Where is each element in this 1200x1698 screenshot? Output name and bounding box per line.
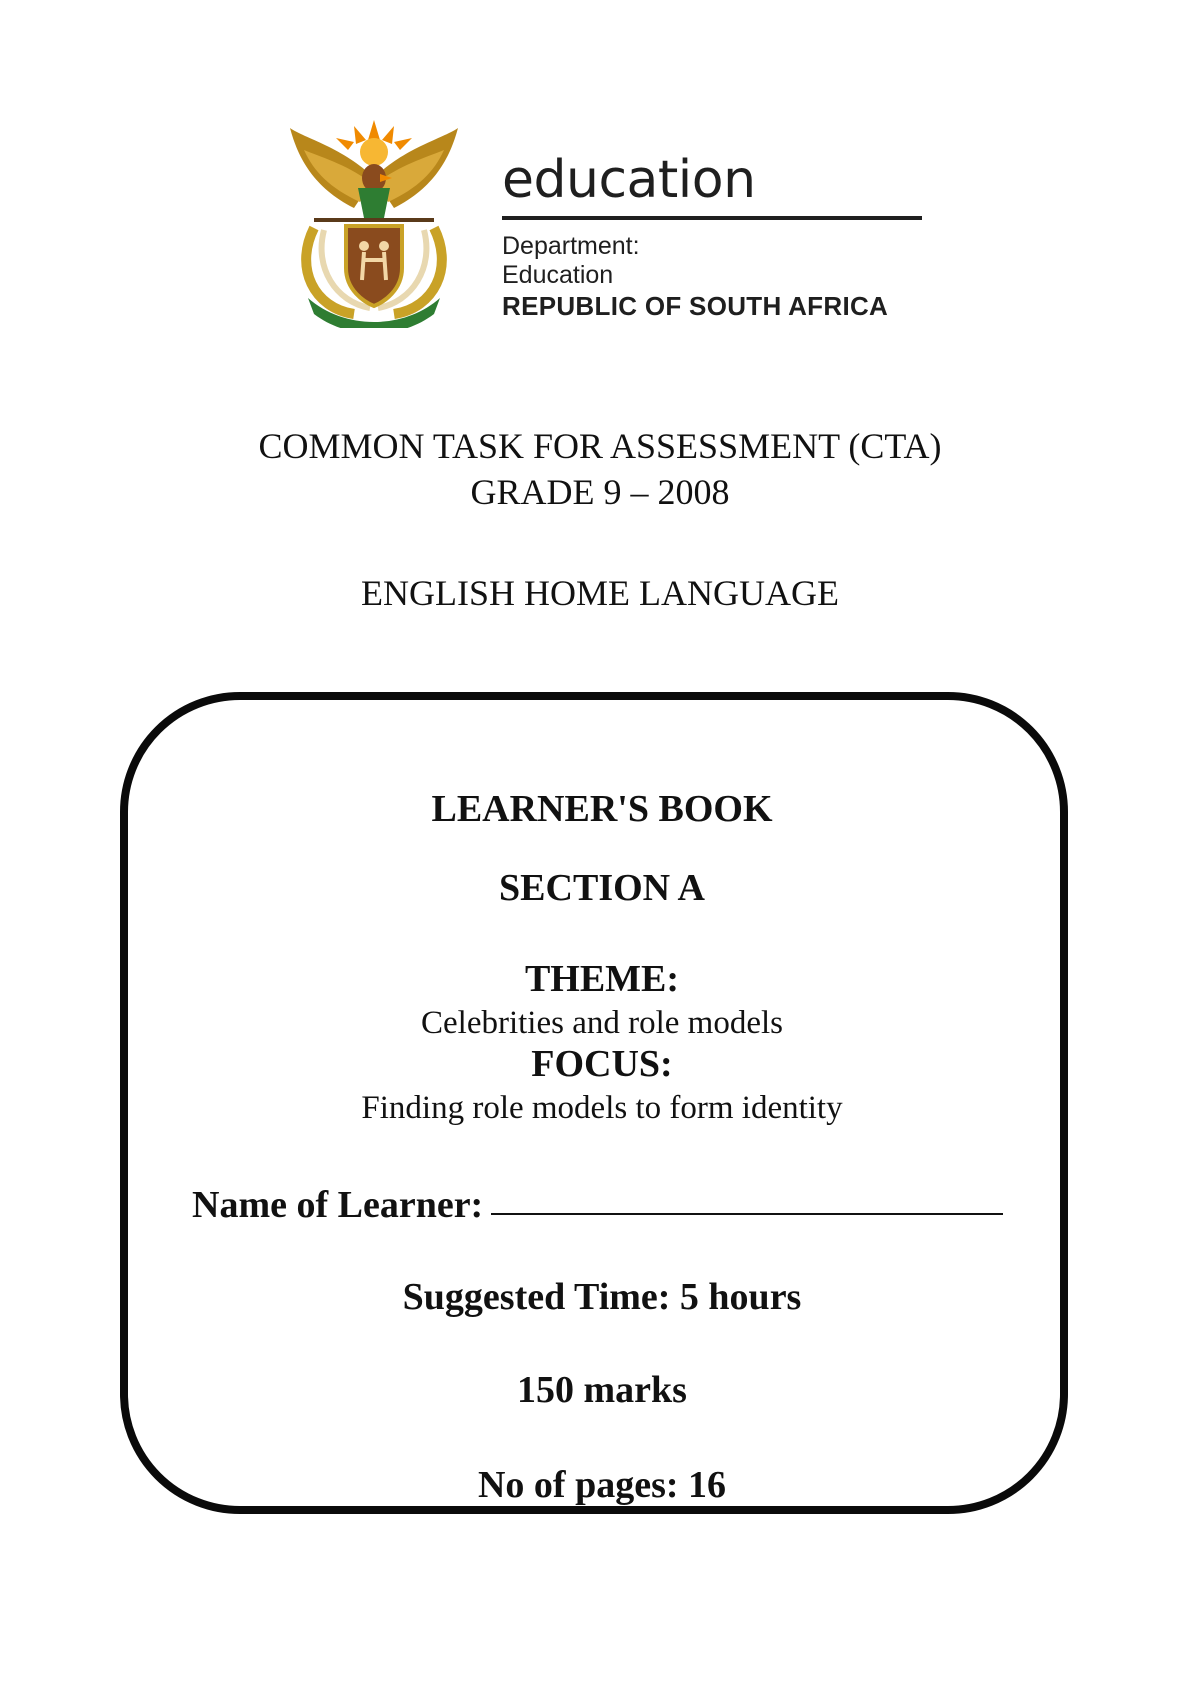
coat-of-arms-icon <box>284 118 464 328</box>
suggested-time: Suggested Time: 5 hours <box>402 1276 802 1318</box>
document-header <box>284 118 924 338</box>
book-title: LEARNER'S BOOK <box>431 788 773 830</box>
focus-label: FOCUS: <box>531 1043 673 1085</box>
theme-value: Celebrities and role models <box>421 1005 783 1041</box>
total-marks: 150 marks <box>517 1369 687 1411</box>
learner-book-box <box>120 692 1068 1514</box>
grade-year: GRADE 9 – 2008 <box>470 472 730 512</box>
brand-wordmark: education <box>502 150 756 210</box>
country-name: REPUBLIC OF SOUTH AFRICA <box>502 291 889 321</box>
page-count: No of pages: 16 <box>477 1464 727 1506</box>
theme-label: THEME: <box>524 958 680 1000</box>
brand-divider <box>502 216 922 220</box>
department-label: Department: <box>502 232 640 260</box>
department-name: Education <box>502 261 614 289</box>
assessment-title: COMMON TASK FOR ASSESSMENT (CTA) <box>258 426 942 466</box>
learner-name-label: Name of Learner: <box>192 1184 484 1226</box>
subject-title: ENGLISH HOME LANGUAGE <box>361 573 839 613</box>
department-branding <box>502 152 922 322</box>
learner-name-row <box>192 1182 1032 1228</box>
focus-value: Finding role models to form identity <box>361 1090 843 1126</box>
learner-name-blank[interactable] <box>491 1213 1003 1215</box>
section-title: SECTION A <box>499 867 705 909</box>
